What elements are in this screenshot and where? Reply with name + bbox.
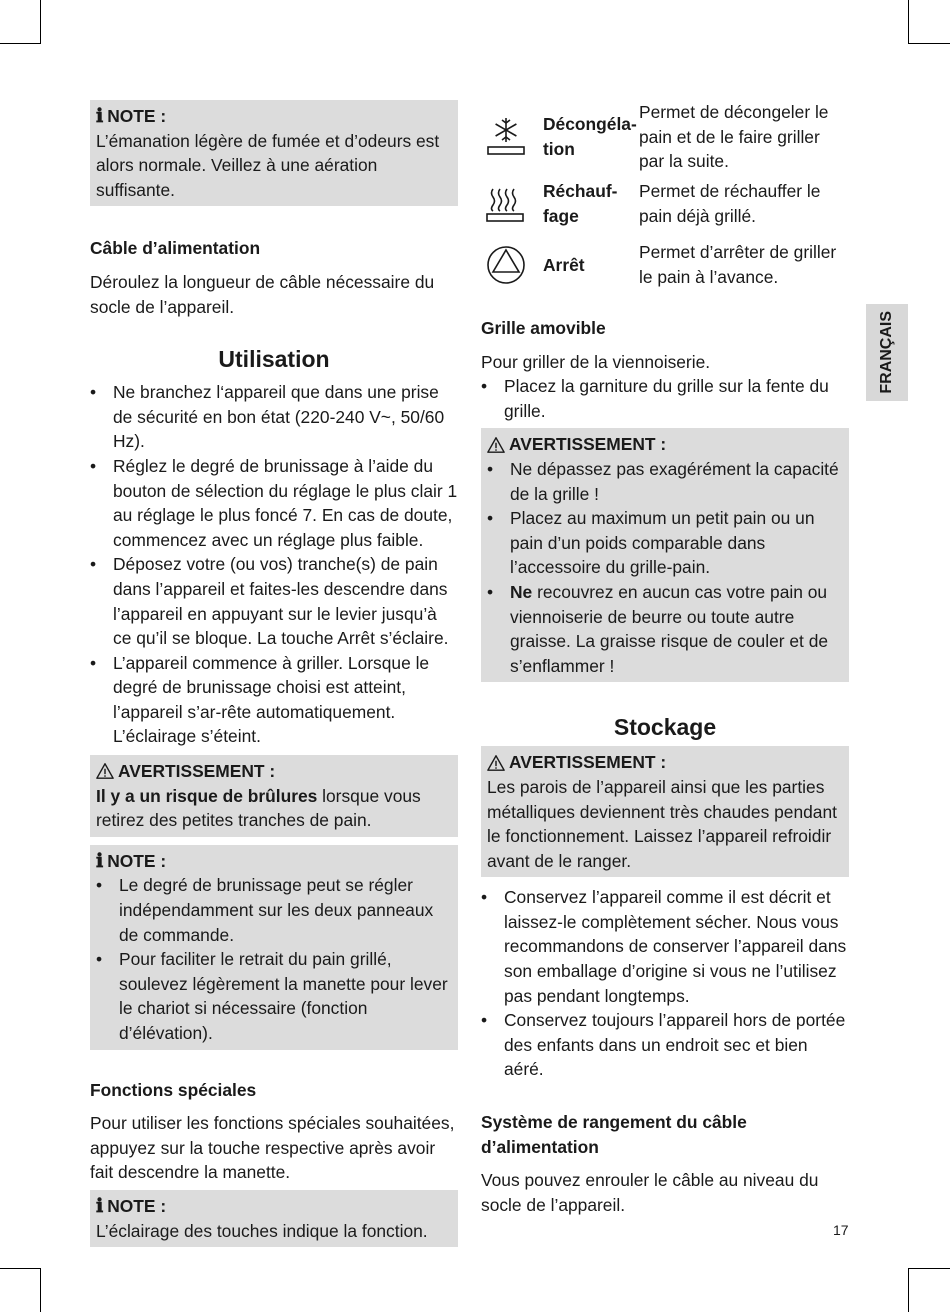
crop-mark: [40, 0, 41, 44]
warning-body-text: lorsque vous retirez des petites tranches de pain.: [96, 785, 421, 831]
functions-table: [481, 100, 849, 296]
list-item: • Placez au maximum un petit pain ou un pain d’un poids comparable dans l’accessoire du grille-pain.: [487, 506, 843, 580]
warning-title-text: AVERTISSEMENT :: [509, 434, 667, 455]
note-title-text: NOTE :: [107, 1195, 167, 1216]
function-name: Réchauf-fage: [543, 181, 618, 226]
crop-mark: [908, 43, 950, 44]
list-item: • Le degré de brunissage peut se régler indépendamment sur les deux panneaux de commande.: [96, 873, 452, 947]
section-text: Déroulez la longueur de câble nécessaire du socle de l’appareil.: [90, 271, 435, 317]
left-column: [90, 100, 458, 1255]
warning-text: [96, 784, 452, 833]
section-text: Pour utiliser les fonctions spéciales souhaitées, appuyez sur la touche respective après avoir fait descendre la manette.: [90, 1113, 455, 1183]
crop-mark: [0, 1268, 41, 1269]
list-item: • Pour faciliter le retrait du pain grillé, soulevez légèrement la manette pour lever le chariot si nécessaire (fonction d’élévation).: [96, 947, 452, 1045]
section-heading: Système de rangement du câble d’alimentation: [481, 1112, 747, 1157]
warning-title-text: AVERTISSEMENT :: [118, 761, 276, 782]
section-heading: Fonctions spéciales: [90, 1079, 257, 1100]
section-title: Stockage: [613, 714, 717, 741]
section-title: Utilisation: [218, 346, 330, 373]
function-description: Permet d’arrêter de griller le pain à l’avance.: [639, 242, 837, 287]
warning-body-text: recouvrez en aucun cas votre pain ou viennoiserie de beurre ou toute autre graisse. La graisse risque de couler et de s’enflammer !: [510, 581, 829, 676]
list-item: • Placez la garniture du grille sur la fente du grille.: [481, 374, 849, 423]
warning-title: [487, 432, 843, 457]
warning-icon: [487, 436, 505, 454]
crop-mark: [908, 1268, 909, 1312]
crop-mark: [908, 0, 909, 44]
crop-mark: [908, 1268, 950, 1269]
note-text: L’émanation légère de fumée et d’odeurs est alors normale. Veillez à une aération suffisante.: [96, 130, 440, 200]
function-description: Permet de décongeler le pain et de le faire griller par la suite.: [639, 102, 829, 172]
note-title: [96, 849, 452, 874]
bullet-list: [96, 873, 452, 1045]
bullet-list: [481, 374, 849, 423]
list-item: • Conservez toujours l’appareil hors de portée des enfants dans un endroit sec et bien aéré.: [481, 1008, 849, 1082]
bullet-list: [481, 885, 849, 1082]
warning-title: [487, 750, 843, 775]
list-item: • Ne branchez l‘appareil que dans une prise de sécurité en bon état (220-240 V~, 50/60 Hz).: [90, 380, 458, 454]
warning-icon: [487, 754, 505, 772]
note-box: [90, 845, 458, 1050]
warning-box: [481, 746, 849, 877]
info-icon: ℹ: [96, 849, 104, 872]
info-icon: ℹ: [96, 105, 104, 127]
warning-box: [90, 755, 458, 837]
warning-bold-text: Ne: [510, 581, 533, 602]
bullet-list: [487, 457, 843, 678]
warning-title-text: AVERTISSEMENT :: [509, 752, 667, 773]
function-row: [481, 234, 849, 296]
function-name: Arrêt: [543, 254, 585, 275]
warning-text: Les parois de l’appareil ainsi que les parties métalliques deviennent très chaudes pendant le fonctionnement. Laissez l’appareil refroidir avant de le ranger.: [487, 776, 837, 871]
page-number: 17: [833, 1222, 849, 1238]
crop-mark: [40, 1268, 41, 1312]
stop-icon: [481, 240, 531, 290]
note-title: [96, 1194, 452, 1219]
warning-bold-text: Il y a un risque de brûlures: [96, 785, 318, 806]
info-icon: ℹ: [96, 1194, 104, 1217]
note-title-text: NOTE :: [107, 106, 167, 126]
function-row: [481, 174, 849, 234]
function-row: [481, 100, 849, 174]
reheat-icon: [481, 179, 531, 229]
note-title: [96, 104, 452, 129]
language-tab: [866, 304, 908, 401]
function-name: Décongéla-tion: [543, 114, 637, 159]
list-item: • Déposez votre (ou vos) tranche(s) de pain dans l’appareil et faites-les descendre dans l’appareil en appuyant sur le levier jusqu’à ce qu’il se bloque. La touche Arrêt s’éclaire.: [90, 552, 458, 650]
list-item: • Conservez l’appareil comme il est décrit et laissez-le complètement sécher. Nous vous recommandons de conserver l’appareil dans son emballage d’origine si vous ne l’utilisez pas pendant longtemps.: [481, 885, 849, 1008]
crop-mark: [0, 43, 41, 44]
note-title-text: NOTE :: [107, 850, 167, 871]
section-text: Pour griller de la viennoiserie.: [481, 351, 711, 372]
note-box: [90, 1190, 458, 1247]
list-item: [487, 580, 843, 678]
warning-icon: [96, 762, 114, 780]
warning-title: [96, 759, 452, 784]
note-box: [90, 100, 458, 206]
list-item: • Ne dépassez pas exagérément la capacité de la grille !: [487, 457, 843, 506]
note-text: L’éclairage des touches indique la fonction.: [96, 1220, 428, 1241]
function-description: Permet de réchauffer le pain déjà grillé.: [639, 181, 821, 226]
list-item: • Réglez le degré de brunissage à l’aide du bouton de sélection du réglage le plus clair 1 au réglage le plus foncé 7. En cas de doute, commencez avec un réglage plus faible.: [90, 454, 458, 552]
defrost-icon: [481, 112, 531, 162]
section-heading: Grille amovible: [481, 318, 606, 338]
section-heading: Câble d’alimentation: [90, 238, 261, 259]
list-item: • L’appareil commence à griller. Lorsque le degré de brunissage choisi est atteint, l’appareil s’ar-rête automatiquement. L’éclairage s’éteint.: [90, 651, 458, 749]
right-column: [481, 100, 849, 1217]
bullet-list: [90, 380, 458, 749]
language-tab-label: FRANÇAIS: [877, 311, 895, 394]
section-text: Vous pouvez enrouler le câble au niveau du socle de l’appareil.: [481, 1170, 819, 1215]
warning-box: [481, 428, 849, 682]
